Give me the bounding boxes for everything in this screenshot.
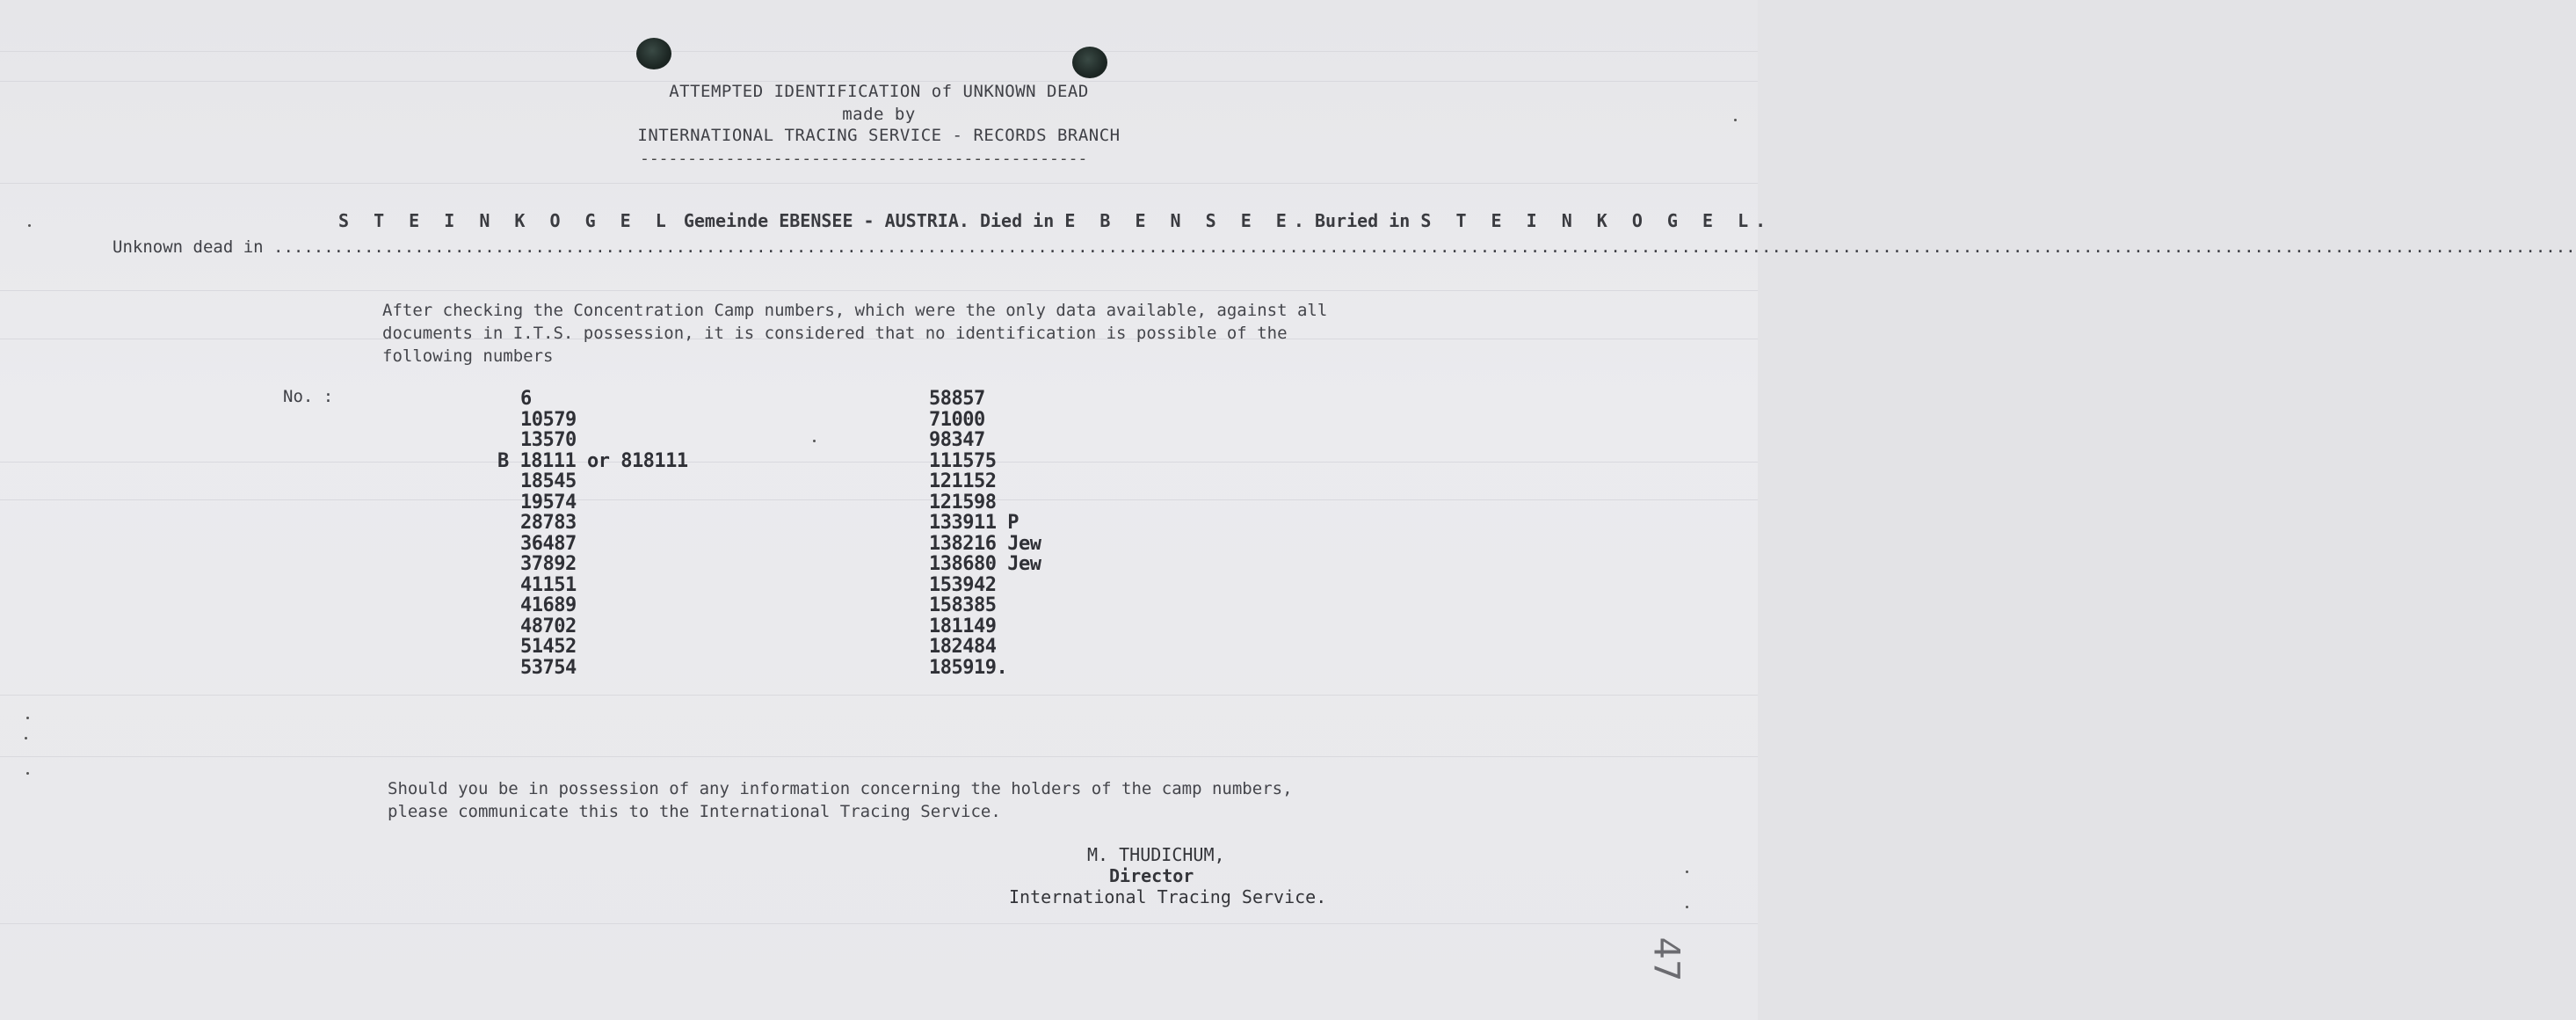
page-number: 47: [1645, 936, 1687, 982]
camp-number: 138216 Jew: [929, 532, 1041, 555]
camp-number: 98347: [929, 429, 985, 451]
camp-number: 18545: [520, 470, 577, 492]
header-underline: -----------------------------------------------: [640, 149, 1088, 168]
camp-number: 19574: [520, 491, 577, 514]
camp-number: 58857: [929, 388, 985, 410]
camp-number: 10579: [520, 408, 577, 431]
unknown-dead-row: [112, 237, 2576, 257]
location-line: [338, 210, 1766, 231]
intro-paragraph: After checking the Concentration Camp numbers, which were the only data available, against all documents in I.T.S. possession, it is considered that no identification is possible of the following numbers: [382, 301, 1328, 366]
camp-number: 71000: [929, 408, 985, 431]
issuing-branch: INTERNATIONAL TRACING SERVICE - RECORDS BRANCH: [637, 126, 1121, 145]
camp-number: 182484: [929, 636, 997, 658]
signatory-name: M. THUDICHUM,: [1087, 844, 1225, 865]
camp-number: 185919.: [929, 656, 1008, 679]
signatory-organization: International Tracing Service.: [1009, 886, 1327, 907]
camp-number: 138680 Jew: [929, 553, 1041, 575]
camp-number: 41151: [520, 573, 577, 596]
camp-number: B 18111 or 818111: [497, 449, 688, 472]
camp-number: 37892: [520, 553, 577, 575]
camp-number: 41689: [520, 594, 577, 616]
camp-number: 51452: [520, 636, 577, 658]
camp-number: 13570: [520, 429, 577, 451]
burial-place: S T E I N K O G E L: [1420, 210, 1756, 231]
document-subtitle: made by: [842, 105, 916, 124]
cemetery-name: S T E I N K O G E L: [338, 210, 673, 231]
punch-hole-right: [1072, 47, 1107, 78]
signatory-title: Director: [1109, 865, 1194, 886]
numbers-column-2: [929, 389, 1041, 678]
punch-hole-left: [636, 38, 671, 69]
camp-number: 181149: [929, 615, 997, 638]
dotted-leader: .....................................................................................................................................................................................................................................: [273, 237, 2576, 257]
camp-number: 28783: [520, 512, 577, 534]
camp-number: 6: [520, 388, 532, 410]
numbers-label: No. :: [283, 387, 334, 406]
numbers-column-1: [497, 388, 688, 679]
death-place: E B E N S E E: [1064, 210, 1294, 231]
document-title: ATTEMPTED IDENTIFICATION of UNKNOWN DEAD: [669, 82, 1089, 101]
location-text-2: . Buried in: [1293, 210, 1421, 231]
camp-number: 133911 P: [929, 512, 1019, 534]
camp-number: 111575: [929, 449, 997, 472]
camp-number: 53754: [520, 656, 577, 679]
camp-number: 48702: [520, 615, 577, 638]
camp-number: 121152: [929, 470, 997, 492]
closing-paragraph: Should you be in possession of any information concerning the holders of the camp numbers, please communicate this to the International Tracing Service.: [388, 779, 1293, 821]
unknown-dead-label: Unknown dead in: [112, 237, 264, 257]
camp-number: 36487: [520, 532, 577, 555]
camp-number: 121598: [929, 491, 997, 514]
camp-number: 158385: [929, 594, 997, 616]
camp-number: 153942: [929, 573, 997, 596]
location-end: .: [1755, 210, 1767, 231]
location-text-1: Gemeinde EBENSEE - AUSTRIA. Died in: [672, 210, 1065, 231]
